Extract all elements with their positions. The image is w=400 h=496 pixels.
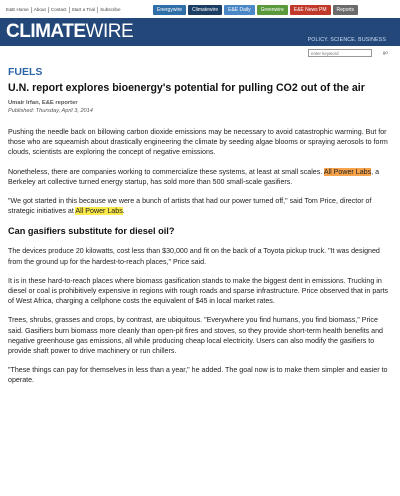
article-paragraph: The devices produce 20 kilowatts, cost less than $30,000 and fit on the back of a Toyota pickup truck. "It was designed from the ground up for the hardest-to-reach places," Price said. [8,247,380,266]
article-headline: U.N. report explores bioenergy's potential for pulling CO2 out of the air [8,82,365,94]
article-subheading: Can gasifiers substitute for diesel oil? [8,226,175,237]
highlighted-company-name: All Power Labs [75,207,123,216]
paragraph-text: Nonetheless, there are companies working to commercialize these systems, at least at small scales. [8,167,324,176]
article-paragraph: "These things can pay for themselves in less than a year," he added. The goal now is to make them simpler and easier to operate. [8,366,388,385]
article [8,66,390,386]
paragraph-text: "We got started in this because we were a bunch of artists that had our power turned off," said Tom Price, director of strategic initiatives at [8,197,372,216]
tab-climatewire[interactable]: Climatewire [188,5,222,15]
utility-link-subscribe[interactable]: Subscribe [100,7,121,12]
paragraph-text: , a Berkeley art collective turned energy startup, has sold more than 500 small-scale gasifiers. [8,167,380,186]
article-paragraph [8,196,390,216]
search-input[interactable] [308,49,372,57]
utility-link-home[interactable]: E&E Home [4,7,32,13]
search-go-button[interactable]: go [382,50,388,55]
utility-links [4,7,123,13]
logo-light-text: WIRE [85,21,134,42]
site-banner [0,18,400,46]
highlighted-company-name: All Power Labs [323,167,372,176]
site-tagline: POLICY. SCIENCE. BUSINESS [307,37,386,43]
article-paragraph: It is in these hard-to-reach places where biomass gasification stands to make the biggest dent in emissions. Trucking in diesel or coal is prohibitively expensive in regions with rough roads and sparse infrastructure. Price observed that in parts of West Africa, charging a cellphone costs the equivalent of $45 in local market rates. [8,276,389,306]
section-label: FUELS [8,66,43,78]
article-paragraph: Pushing the needle back on billowing carbon dioxide emissions may be necessary to avoid catastrophic warming. But for those who are squeamish about drastically engineering the climate by seeding algae blooms or spraying aerosols to form clouds, scientists are exploring the concept of negative emissions. [8,128,388,157]
tab-energywire[interactable]: Energywire [153,5,186,15]
utility-link-contact[interactable]: Contact [49,7,70,13]
climatewire-logo[interactable] [6,21,133,43]
tab-ee-news-pm[interactable]: E&E News PM [290,5,331,15]
search-row [0,46,400,60]
logo-bold-text: CLIMATE [6,21,86,42]
tab-reports[interactable]: Reports [333,5,359,15]
publish-date: Published: Thursday, April 3, 2014 [8,108,93,114]
tab-ee-daily[interactable]: E&E Daily [224,5,255,15]
article-byline: Umair Irfan, E&E reporter [8,100,78,106]
article-paragraph: Trees, shrubs, grasses and crops, by contrast, are ubiquitous. "Everywhere you find humans, you find biomass," Price said. Gasifiers burn biomass more cleanly than open-pit fires and stoves, so they provide short-term health benefits and negative greenhouse gas emissions, all while producing cheap local electricity. Users can also modify the gasifiers to provide shaft power to drive machinery or run chillers. [8,316,383,356]
utility-link-trial[interactable]: Start a Trial [70,7,99,13]
paragraph-text: . [122,207,125,216]
utility-link-about[interactable]: About [32,7,49,13]
tab-greenwire[interactable]: Greenwire [257,5,288,15]
publication-tabs [153,5,358,15]
top-bar [0,0,400,18]
article-paragraph [8,167,390,187]
